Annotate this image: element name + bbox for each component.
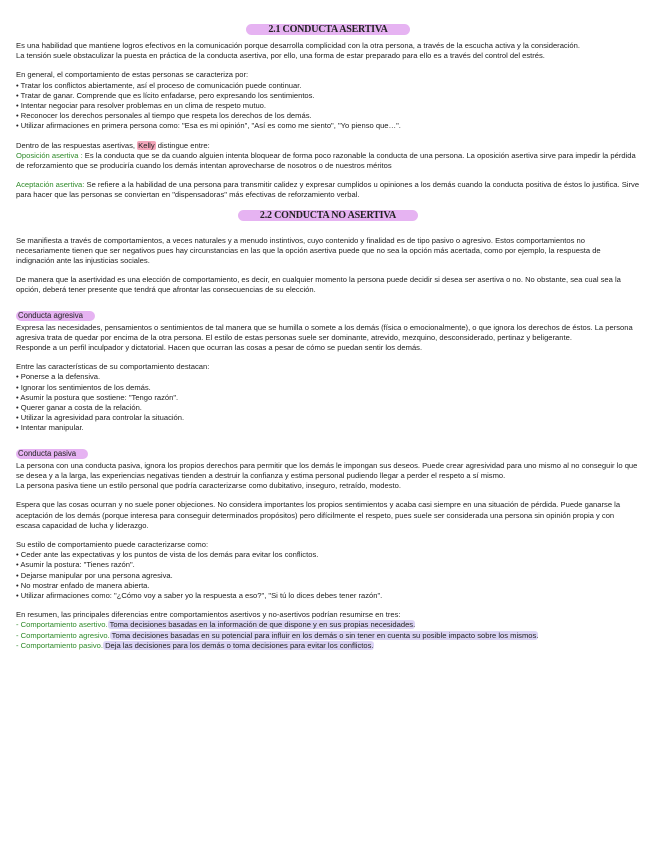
list-item: • Dejarse manipular por una persona agresiva. — [16, 570, 173, 580]
pasiva-paragraph-2: La persona pasiva tiene un estilo personal que podría caracterizarse como dubitativo, inseguro, retraído, modesto. — [16, 481, 401, 491]
term-label: - Comportamiento asertivo. — [16, 620, 108, 630]
author-name: Kelly — [138, 140, 155, 150]
resumen-asertivo: - Comportamiento asertivo. Toma decisiones basadas en la información de que dispone y en sus propias necesidades. — [16, 620, 416, 630]
section2-title: 2.2 CONDUCTA NO ASERTIVA — [16, 210, 640, 221]
list-item: • Utilizar afirmaciones como: "¿Cómo voy a saber yo la respuesta a eso?", "Si tú lo dices debes tener razón". — [16, 590, 383, 600]
agresiva-paragraph-1: Expresa las necesidades, pensamientos o sentimientos de tal manera que se humilla o somete a los demás (física o emocionalmente), o que ignora los derechos de éstos. La persona agresiva trata de quedar por encima de la otra persona. El estilo de estas personas suele ser dominante, atrevido, mezquino, desconsiderado, pertinaz y beligerante. — [16, 322, 633, 342]
term-label: Aceptación asertiva: — [16, 180, 85, 190]
pasiva-paragraph-1: La persona con una conducta pasiva, ignora los propios derechos para permitir que los demás le impongan sus deseos. Puede crear agresividad para uno mismo al no conseguir lo que se desea y a la larga, las experiencias negativas tienden a destruir la confianza y estima personal pudiendo llegar a perder el respeto a sí mismo. — [16, 460, 638, 480]
list-item: • Ponerse a la defensiva. — [16, 372, 101, 382]
s1-bullet-list — [16, 81, 640, 132]
list-item: • Intentar negociar para resolver problemas en un clima de respeto mutuo. — [16, 101, 267, 111]
list-item: • Querer ganar a costa de la relación. — [16, 403, 142, 413]
resumen-agresivo: - Comportamiento agresivo. Toma decisiones basadas en su potencial para influir en los demás o sin tener en cuenta su posible impacto sobre los mismos. — [16, 630, 539, 640]
list-item: • Tratar los conflictos abiertamente, así el proceso de comunicación puede continuar. — [16, 80, 302, 90]
term-label: - Comportamiento pasivo. — [16, 640, 103, 650]
agresiva-paragraph-3: Entre las características de su comportamiento destacan: — [16, 362, 210, 372]
oposicion-asertiva: Oposición asertiva : Es la conducta que se da cuando alguien intenta bloquear de forma poco razonable la conducta de una persona. La oposición asertiva sirve para impedir la pérdida de reforzamiento que se produciría cuando los demás intentan aprovecharse de nosotros o de nuestros méritos — [16, 150, 636, 171]
s2-paragraph-2: De manera que la asertividad es una elección de comportamiento, es decir, en cualquier momento la persona puede decidir si desea ser asertiva o no. No obstante, sea cual sea la opción, deberá tener presente que tendrá que afrontar las consecuencias de su elección. — [16, 275, 621, 295]
agresiva-bullet-list — [16, 372, 640, 433]
list-item: • Asumir la postura: "Tienes razón". — [16, 560, 135, 570]
section1-title: 2.1 CONDUCTA ASERTIVA — [16, 24, 640, 35]
list-item: • Intentar manipular. — [16, 423, 84, 433]
s1-paragraph-1: Es una habilidad que mantiene logros efectivos en la comunicación porque desarrolla complicidad con la otra persona, a través de la escucha activa y la consideración. — [16, 41, 580, 50]
list-item: • Utilizar afirmaciones en primera persona como: "Esa es mi opinión", "Así es como me siento", "Yo pienso que…". — [16, 121, 401, 131]
list-item: • Asumir la postura que sostiene: "Tengo razón". — [16, 392, 179, 402]
list-item: • Ignorar los sentimientos de los demás. — [16, 382, 151, 392]
list-item: • No mostrar enfado de manera abierta. — [16, 580, 150, 590]
agresiva-paragraph-2: Responde a un perfil inculpador y dictatorial. Hacen que ocurran las cosas a pesar de cómo se puedan sentir los demás. — [16, 343, 423, 353]
term-label: Oposición asertiva : — [16, 150, 83, 160]
term-label: - Comportamiento agresivo. — [16, 630, 110, 640]
list-item: • Ceder ante las expectativas y los puntos de vista de los demás para evitar los conflictos. — [16, 550, 319, 560]
list-item: • Tratar de ganar. Comprende que es lícito enfadarse, pero expresando los sentimientos. — [16, 90, 315, 100]
pasiva-paragraph-3: Espera que las cosas ocurran y no suele poner objeciones. No considera importantes los propios sentimientos y acaba casi siempre en una situación de pérdida. Puede ganarse la aceptación de los demás (porque interesa para conseguir determinados propósitos) pero difícilmente el respeto, pues suele ser considerada una persona sin opinión propia y con escasa capacidad de lucha y liderazgo. — [16, 500, 621, 530]
aceptacion-asertiva: Aceptación asertiva: Se refiere a la habilidad de una persona para transmitir calidez y expresar cumplidos u opiniones a los demás cuando la conducta positiva de éstos lo justifica. Sirve para hacer que las personas se conviertan en "dispensadoras" más efectivas de reforzamiento verbal. — [16, 180, 640, 200]
s2-paragraph-1: Se manifiesta a través de comportamientos, a veces naturales y a menudo instintivos, cuyo contenido y finalidad es de tipo pasivo o agresivo. Estos comportamientos no necesariamente tienen que ser negativos pues hay circunstancias en las que la opción asertiva puede que no sea la opción más acertada, como por ejemplo, la respuesta de indignación ante las injusticias sociales. — [16, 235, 601, 266]
list-item: • Utilizar la agresividad para controlar la situación. — [16, 413, 185, 423]
s1-paragraph-3: En general, el comportamiento de estas personas se caracteriza por: — [16, 70, 249, 80]
conducta-agresiva-heading: Conducta agresiva — [16, 311, 95, 321]
pasiva-paragraph-4: Su estilo de comportamiento puede caracterizarse como: — [16, 539, 209, 549]
list-item: • Reconocer los derechos personales al tiempo que respeta los derechos de los demás. — [16, 111, 312, 121]
resumen-paragraph: En resumen, las principales diferencias entre comportamientos asertivos y no-asertivos podrían resumirse en tres: — [16, 610, 401, 620]
pasiva-bullet-list — [16, 550, 640, 601]
s1-paragraph-2: La tensión suele obstaculizar la puesta en práctica de la conducta asertiva, por ello, una forma de estar preparado para ello es a través del control del estrés. — [16, 51, 545, 61]
s1-paragraph-4: Dentro de las respuestas asertivas, Kelly distingue entre: — [16, 140, 210, 150]
resumen-pasivo: - Comportamiento pasivo. Deja las decisiones para los demás o toma decisiones para evitar los conflictos. — [16, 640, 374, 650]
conducta-pasiva-heading: Conducta pasiva — [16, 449, 88, 459]
